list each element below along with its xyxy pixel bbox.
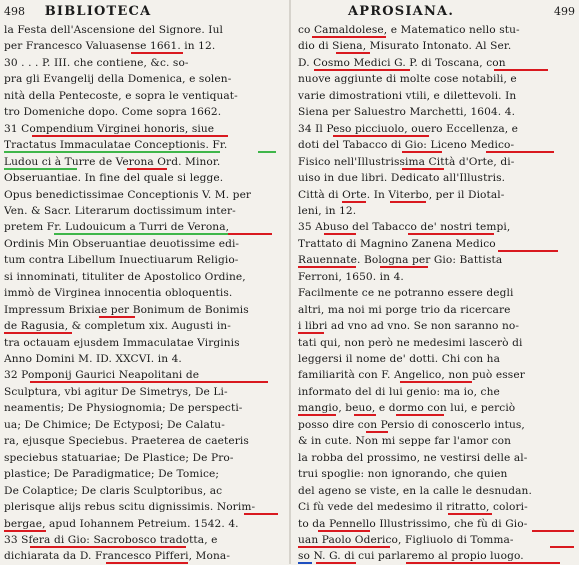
- right-page-text-line: leggersi il nome de' dotti. Chi con ha: [298, 353, 501, 365]
- red-underline-mark: [131, 52, 183, 54]
- left-page-text-line: tro Domeniche dopo. Come sopra 1662.: [4, 106, 222, 119]
- left-page-text-line: immò de Virginea innocentia obloquentis.: [4, 287, 233, 300]
- left-page-text-line: Anno Domini M. ID. XXCVI. in 4.: [4, 353, 182, 365]
- right-running-head: [298, 3, 577, 20]
- right-page-text-line: uan Paolo Oderico, Figliuolo di Tomma-: [298, 533, 514, 546]
- left-page-text-line: tra octauam ejusdem Immaculatae Virginis: [4, 336, 240, 349]
- red-underline-mark: [448, 513, 492, 515]
- red-underline-mark: [333, 135, 429, 137]
- red-underline-mark: [314, 69, 410, 71]
- right-page-text-line: to da Pennello Illustrissimo, che fù di Gio-: [298, 517, 528, 530]
- left-page-text-line: Sculptura, vbi agitur De Simetrys, De Li-: [4, 385, 228, 398]
- left-page-text-line: la Festa dell'Ascensione del Signore. Iul: [4, 24, 224, 36]
- red-underline-mark: [380, 266, 428, 268]
- green-underline-mark: [4, 151, 220, 153]
- right-page-text-line: Ci fù vede del medesimo il ritratto, colori-: [298, 501, 528, 514]
- red-underline-mark: [494, 69, 548, 71]
- right-page-text-line: dio di Siena, Misurato Intonato. Al Ser.: [298, 40, 512, 53]
- right-page-text-line: nuove aggiunte di molte cose notabili, e: [298, 73, 517, 86]
- right-page-text-line: 34 Il Peso picciuolo, ouero Eccellenza, e: [298, 122, 519, 135]
- right-page-text-line: la robba del prossimo, ne vestirsi delle al-: [298, 451, 528, 464]
- left-page-text-line: Opus benedictissimae Conceptionis V. M. per: [4, 188, 252, 201]
- left-running-head-title: BIBLIOTECA: [44, 4, 152, 19]
- left-page-text-line: Obseruantiae. In fine del quale si legge.: [4, 172, 224, 185]
- right-page-text-line: & in cute. Non mi seppe far l'amor con: [298, 435, 512, 448]
- right-page-text-line: del ageno se viste, en la calle le desnudan.: [298, 484, 532, 497]
- left-page-text-line: tum contra Libellum Inuectiuarum Religio-: [4, 254, 239, 267]
- red-underline-mark: [396, 414, 444, 416]
- right-page-text-line: trui spoglie: non ignorando, che quien: [298, 468, 508, 481]
- red-underline-mark: [402, 151, 442, 153]
- red-underline-mark: [402, 168, 444, 170]
- left-running-head: [4, 3, 283, 20]
- red-underline-mark: [30, 546, 186, 548]
- red-underline-mark: [127, 168, 167, 170]
- right-page-text-line: tati qui, non però ne medesimi lascerò di: [298, 336, 523, 349]
- red-underline-mark: [312, 36, 386, 38]
- red-underline-mark: [550, 546, 574, 548]
- red-underline-mark: [406, 562, 560, 564]
- left-page-text-line: Ven. & Sacr. Literarum doctissimum inter-: [4, 204, 236, 217]
- red-underline-mark: [30, 381, 268, 383]
- left-page-text-line: ra, ejusque Speciebus. Praeterea de caeteris: [4, 435, 249, 448]
- red-underline-mark: [498, 250, 558, 252]
- right-page-text-line: mangio, beuo, e dormo con lui, e perciò: [298, 402, 516, 415]
- left-page-text-line: pra gli Evangelij della Domenica, e solen-: [4, 73, 232, 86]
- left-page-text-line: 33 Sfera di Gio: Sacrobosco tradotta, e: [4, 533, 218, 546]
- red-underline-mark: [316, 562, 356, 564]
- left-page-text-line: plastice; De Paradigmatice; De Tomice;: [4, 468, 220, 481]
- left-page-text-line: pretem Fr. Ludouicum a Turri de Verona,: [4, 221, 230, 234]
- left-page-text-line: bergae, apud Iohannem Petreium. 1542. 4.: [4, 517, 239, 530]
- right-page-text-line: uiso in due libri. Dedicato all'Illustris.: [298, 172, 506, 185]
- right-page-text-line: 35 Abuso del Tabacco de' nostri tempi,: [298, 221, 511, 234]
- red-underline-mark: [298, 332, 324, 334]
- red-underline-mark: [390, 201, 426, 203]
- red-underline-mark: [4, 530, 46, 532]
- red-underline-mark: [400, 381, 472, 383]
- left-page-text-line: Ordinis Min Obseruantiae deuotissime edi-: [4, 237, 240, 250]
- red-underline-mark: [4, 332, 72, 334]
- right-page-number: 499: [554, 5, 575, 18]
- left-page-text-line: plerisque alijs rebus scitu dignissimis. Norim-: [4, 501, 256, 514]
- right-page-text-line: altri, ma noi mi porge trio da ricercare: [298, 303, 511, 316]
- right-page-text-line: Siena per Saluestro Marchetti, 1604. 4.: [298, 106, 516, 119]
- red-underline-mark: [336, 52, 370, 54]
- right-page-text-line: Ferroni, 1650. in 4.: [298, 270, 404, 283]
- red-underline-mark: [298, 546, 390, 548]
- red-underline-mark: [228, 233, 272, 235]
- left-page: [4, 0, 283, 564]
- red-underline-mark: [408, 233, 494, 235]
- red-underline-mark: [106, 562, 188, 564]
- right-page-text-line: leni, in 12.: [298, 204, 357, 217]
- right-page-text-line: Facilmente ce ne potranno essere degli: [298, 287, 514, 300]
- left-page-text-line: dichiarata da D. Francesco Pifferi, Mona-: [4, 550, 230, 563]
- left-page-text-line: 32 Pomponij Gaurici Neapolitani de: [4, 369, 200, 382]
- right-page-text-line: Città di Orte. In Viterbo, per il Diotal-: [298, 188, 505, 201]
- right-page-text-line: D. Cosmo Medici G. P. di Toscana, con: [298, 56, 506, 69]
- left-page-text-line: Impressum Brixiae per Bonimum de Bonimis: [4, 303, 249, 316]
- left-page-text-line: de Ragusia, & completum xix. Augusti in-: [4, 320, 231, 333]
- red-underline-mark: [32, 135, 228, 137]
- red-underline-mark: [532, 530, 574, 532]
- right-page-text-line: co Camaldolese, e Matematico nello stu-: [298, 24, 520, 36]
- blue-underline-mark: [298, 562, 312, 564]
- red-underline-mark: [99, 316, 135, 318]
- green-underline-mark: [4, 168, 77, 170]
- left-page-text-line: 31 Compendium Virginei honoris, siue: [4, 122, 215, 135]
- left-page-text-line: De Colaptice; De claris Sculptoribus, ac: [4, 484, 223, 497]
- left-page-text-line: ua; De Chimice; De Ectyposi; De Calatu-: [4, 418, 225, 431]
- right-page-text-line: informato del di lui genio: ma io, che: [298, 385, 500, 398]
- right-page-text-line: varie dimostrationi vtili, e dilettevoli. In: [298, 89, 517, 102]
- red-underline-mark: [298, 266, 356, 268]
- left-page-text-line: per Francesco Valuasense 1661. in 12.: [4, 40, 216, 53]
- left-page-text-line: neamentis; De Physiognomia; De perspecti-: [4, 402, 243, 415]
- red-underline-mark: [244, 513, 278, 515]
- left-page-text-line: 30 . . . P. III. che contiene, &c. so-: [4, 56, 189, 69]
- right-page-text-line: doti del Tabacco di Gio: Liceno Medico-: [298, 139, 515, 152]
- right-page-text-line: familiarità con F. Angelico, non può esser: [298, 369, 525, 382]
- red-underline-mark: [318, 530, 370, 532]
- right-page-text-line: posso dire con Persio di conoscerlo intus,: [298, 418, 525, 431]
- red-underline-mark: [366, 431, 388, 433]
- right-page-text-line: i libri ad vno ad vno. Se non saranno no-: [298, 320, 520, 333]
- right-page-text-line: Trattato di Magnino Zanena Medico: [298, 237, 496, 250]
- right-page-text-line: Fisico nell'Illustrissima Città d'Orte, di-: [298, 155, 515, 168]
- green-underline-mark: [258, 151, 276, 153]
- right-page-text-line: Rauennate. Bologna per Gio: Battista: [298, 254, 503, 267]
- left-page-number: 498: [4, 5, 25, 18]
- red-underline-mark: [486, 151, 554, 153]
- left-page-text-line: Ludou ci à Turre de Verona Ord. Minor.: [4, 155, 221, 168]
- book-gutter: [289, 0, 291, 564]
- green-underline-mark: [54, 233, 252, 235]
- right-page: [298, 0, 577, 564]
- red-underline-mark: [354, 414, 376, 416]
- left-page-text-line: speciebus statuariae; De Plastice; De Pro-: [4, 451, 234, 464]
- right-page-text-line: so N. G. di cui parlaremo al propio luogo.: [298, 550, 524, 563]
- left-page-text-line: si innominati, tituliter de Apostolico Ordine,: [4, 270, 246, 283]
- red-underline-mark: [342, 201, 366, 203]
- right-running-head-title: APROSIANA.: [348, 4, 455, 19]
- red-underline-mark: [298, 414, 336, 416]
- red-underline-mark: [324, 233, 356, 235]
- left-page-text-line: nità della Pentecoste, e sopra le ventiquat-: [4, 89, 238, 102]
- left-page-text-line: Tractatus Immaculatae Conceptionis. Fr.: [4, 139, 228, 152]
